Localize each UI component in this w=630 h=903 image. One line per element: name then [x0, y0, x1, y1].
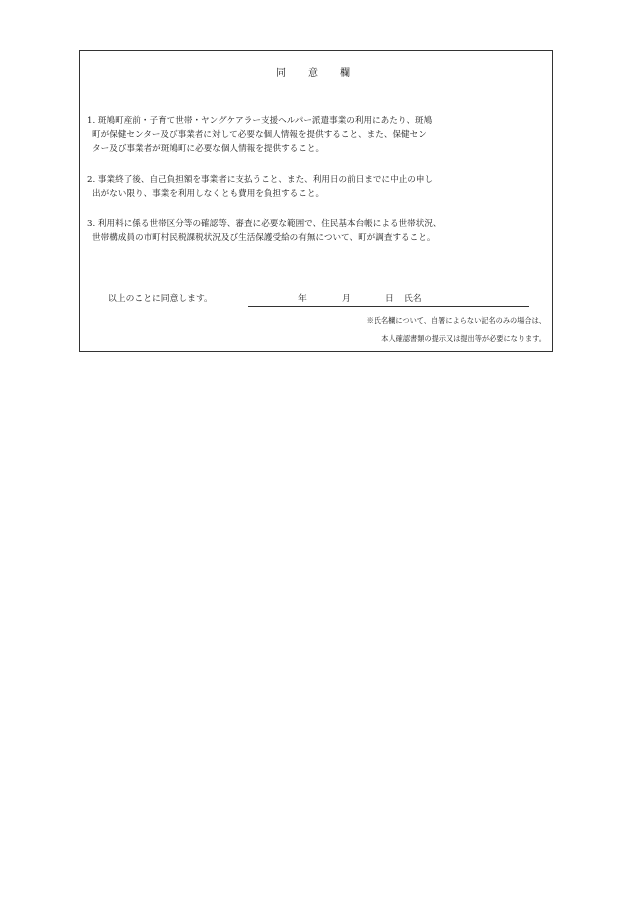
clause-2-line-2: 出がない限り、事業を利用しなくとも費用を負担すること。: [92, 189, 325, 199]
name-label: 氏名: [404, 294, 422, 304]
consent-form-box: [79, 50, 553, 352]
form-title: 同 意 欄: [276, 68, 356, 79]
clause-1: [87, 114, 549, 156]
year-label: 年: [298, 294, 307, 304]
date-name-signature-field[interactable]: [248, 293, 529, 307]
clause-3-line-2: 世帯構成員の市町村民税課税状況及び生活保護受給の有無について、町が調査すること。: [92, 233, 436, 243]
clause-1-line-3: ター及び事業者が斑鳩町に必要な個人情報を提供すること。: [92, 144, 325, 154]
clause-3: [87, 217, 549, 245]
clause-3-line-1: 3. 利用料に係る世帯区分等の確認等、審査に必要な範囲で、住民基本台帳による世帯状況、: [87, 219, 442, 229]
signature-note-line-2: 本人確認書類の提示又は提出等が必要になります。: [381, 334, 546, 343]
clause-2: [87, 173, 549, 201]
month-label: 月: [342, 294, 351, 304]
signature-note-line-1: ※氏名欄について、自署によらない記名のみの場合は、: [366, 316, 546, 325]
day-label: 日: [385, 294, 394, 304]
agreement-text: 以上のことに同意します。: [108, 294, 213, 304]
clause-2-line-1: 2. 事業終了後、自己負担額を事業者に支払うこと、また、利用日の前日までに中止の申し: [87, 175, 434, 185]
clause-1-line-2: 町が保健センター及び事業者に対して必要な個人情報を提供すること、また、保健セン: [92, 130, 427, 140]
clause-1-line-1: 1. 斑鳩町産前・子育て世帯・ヤングケアラー支援ヘルパー派遣事業の利用にあたり、斑鳩: [87, 116, 433, 126]
